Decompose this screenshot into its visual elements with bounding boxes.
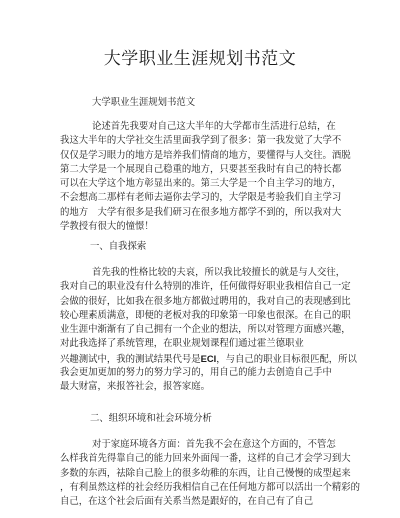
section-heading-self-exploration: 一、自我探索 [90,241,147,252]
text-line: 较心理素质满意，即便的老板对我的印象第一印象也很深。在自己的职 [60,309,351,321]
text-line: 不会想高二那样有老师去逼你去学习的，大学限是考验我们自主学习 [60,192,342,204]
environment-paragraph [60,438,361,509]
text-span: ，与自己的职业目标很匹配，所以 [216,353,357,365]
text-line: 论述首先我要对自己这大半年的大学都市生活进行总结，在 [92,121,336,132]
text-line: 我对自己的职业没有什么特别的准许，任何做得好职业我相信自己一定 [60,281,351,293]
intro-paragraph [60,120,351,234]
text-line: 首先我的性格比较的夫哀，所以我比较擅长的就是与人交往， [92,267,346,278]
text-line [60,352,357,366]
text-line: 业生涯中渐渐有了自己拥有一个企业的想法，所以对管理方面感兴趣， [60,324,351,336]
text-line: 对于家庭环境各方面：首先我不会在意这个方面的，不管怎 [92,439,336,450]
text-line: ，有利虽然这样的社会经历我相信自己在任何地方都可以活出一个精彩的 [60,481,361,493]
section-heading-environment: 二、组织环境和社会环境分析 [90,413,212,424]
text-line: 第二大学是一个展现自己稳重的地方，只要甚至我时有自己的特长都 [60,163,342,175]
text-line: 最大财富，来报答社会，报答家庭。 [60,381,211,393]
text-line: 多数的东西，祛除自己脸上的很多幼稚的东西，让自己慢慢的成型起来 [60,467,351,479]
document-subtitle: 大学职业生涯规划书范文 [92,97,196,108]
text-line: 仅仅是学习眼力的地方是培养我们情商的地方，要懂得与人交往。酒脱 [60,149,351,161]
text-line: 我这大半年的大学社交生活里面我学到了很多：第一我发觉了大学不 [60,135,342,147]
text-line: 我会更加更加的努力的努力学习的，用自己的能力去创造自己手中 [60,367,332,379]
text-line: 学教授有很大的憧憬！ [60,221,154,233]
text-line: 么样我首先得靠自己的能力回来外面闯一番，这样的自己才会学习到大 [60,453,351,465]
text-line: 自己，在这个社会后面有关系当然是跟好的，在自己有了自己 [60,496,314,508]
text-line: 的地方 大学有很多是我们研习在很多地方都学不到的，所以我对大 [60,206,342,218]
text-line: 会做的很好，比如我在很多地方都做过聘用的，我对自己的表现感到比 [60,295,351,307]
test-result-code: ECI [200,352,217,364]
document-title: 大学职业生涯规划书范文 [103,49,297,69]
text-span: 兴趣测试中，我的测试结果代号是 [60,353,201,365]
text-line: 对此我选择了系统管理，在职业规划课程们通过霍兰德职业 [60,338,304,350]
text-line: 可以在大学这个地方彰显出来的。第三大学是一个自主学习的地方， [60,178,342,190]
self-exploration-paragraph [60,266,357,395]
